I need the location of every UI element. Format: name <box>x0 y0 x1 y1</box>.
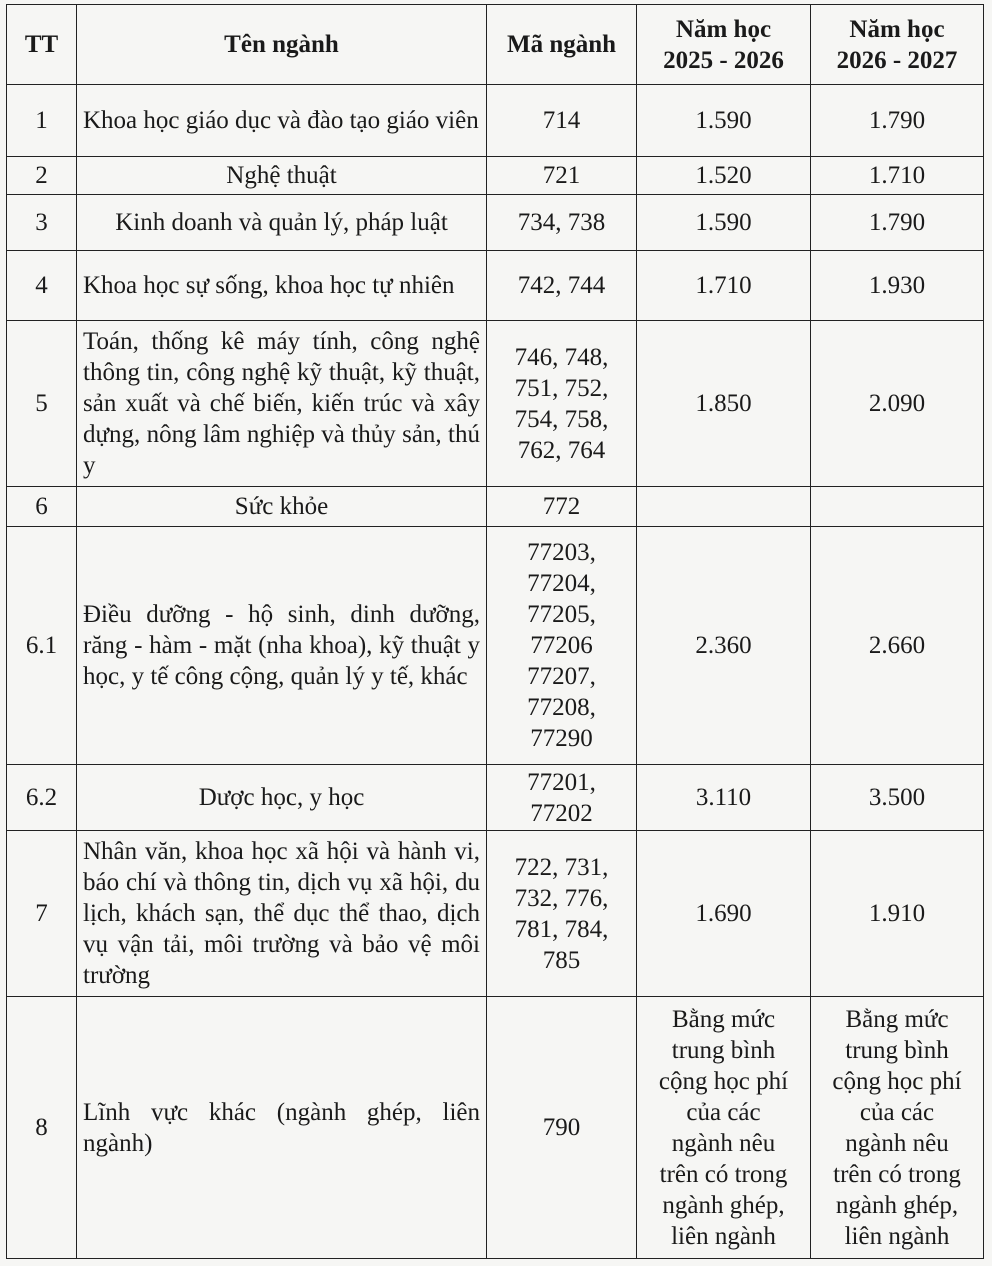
tuition-fee-table <box>6 4 984 1259</box>
row-fee-2025: 1.710 <box>637 251 811 321</box>
table-row <box>7 157 984 195</box>
row-fee-2025: 1.590 <box>637 195 811 251</box>
row-tt: 7 <box>7 831 77 997</box>
row-code: 790 <box>487 997 637 1259</box>
row-code: 77201, 77202 <box>487 765 637 831</box>
table-row <box>7 85 984 157</box>
row-name: Dược học, y học <box>77 765 487 831</box>
row-name: Khoa học giáo dục và đào tạo giáo viên <box>77 85 487 157</box>
table-row <box>7 251 984 321</box>
row-name: Toán, thống kê máy tính, công nghệ thông tin, công nghệ kỹ thuật, kỹ thuật, sản xuất và chế biến, kiến trúc và xây dựng, nông lâm nghiệp và thủy sản, thú y <box>77 321 487 487</box>
table-row <box>7 831 984 997</box>
table-row <box>7 765 984 831</box>
header-code: Mã ngành <box>487 5 637 85</box>
row-name: Kinh doanh và quản lý, pháp luật <box>77 195 487 251</box>
header-year-2025: Năm học 2025 - 2026 <box>637 5 811 85</box>
row-code: 77203, 77204, 77205, 77206 77207, 77208, 77290 <box>487 527 637 765</box>
row-fee-2026: Bằng mức trung bình cộng học phí của các ngành nêu trên có trong ngành ghép, liên ngành <box>811 997 984 1259</box>
row-fee-2025: 1.590 <box>637 85 811 157</box>
row-code: 734, 738 <box>487 195 637 251</box>
header-name: Tên ngành <box>77 5 487 85</box>
row-fee-2025: 2.360 <box>637 527 811 765</box>
row-tt: 5 <box>7 321 77 487</box>
row-fee-2026: 2.090 <box>811 321 984 487</box>
row-name: Điều dưỡng - hộ sinh, dinh dưỡng, răng - hàm - mặt (nha khoa), kỹ thuật y học, y tế công cộng, quản lý y tế, khác <box>77 527 487 765</box>
table-row <box>7 321 984 487</box>
row-fee-2026: 3.500 <box>811 765 984 831</box>
row-fee-2026 <box>811 487 984 527</box>
row-tt: 6 <box>7 487 77 527</box>
row-code: 746, 748, 751, 752, 754, 758, 762, 764 <box>487 321 637 487</box>
table-row <box>7 487 984 527</box>
row-fee-2026: 1.790 <box>811 85 984 157</box>
row-tt: 1 <box>7 85 77 157</box>
table-row <box>7 527 984 765</box>
row-code: 772 <box>487 487 637 527</box>
row-fee-2026: 1.910 <box>811 831 984 997</box>
row-name: Sức khỏe <box>77 487 487 527</box>
row-code: 714 <box>487 85 637 157</box>
row-fee-2025 <box>637 487 811 527</box>
row-fee-2026: 1.790 <box>811 195 984 251</box>
row-tt: 6.1 <box>7 527 77 765</box>
row-fee-2025: 1.520 <box>637 157 811 195</box>
row-tt: 8 <box>7 997 77 1259</box>
row-code: 722, 731, 732, 776, 781, 784, 785 <box>487 831 637 997</box>
row-fee-2026: 1.710 <box>811 157 984 195</box>
row-fee-2025: 1.690 <box>637 831 811 997</box>
row-fee-2025: 1.850 <box>637 321 811 487</box>
row-name: Nghệ thuật <box>77 157 487 195</box>
row-tt: 4 <box>7 251 77 321</box>
row-fee-2025: Bằng mức trung bình cộng học phí của các ngành nêu trên có trong ngành ghép, liên ngành <box>637 997 811 1259</box>
table-row <box>7 195 984 251</box>
row-tt: 6.2 <box>7 765 77 831</box>
header-tt: TT <box>7 5 77 85</box>
row-name: Lĩnh vực khác (ngành ghép, liên ngành) <box>77 997 487 1259</box>
row-code: 742, 744 <box>487 251 637 321</box>
row-tt: 2 <box>7 157 77 195</box>
row-code: 721 <box>487 157 637 195</box>
row-fee-2026: 2.660 <box>811 527 984 765</box>
header-row <box>7 5 984 85</box>
row-name: Nhân văn, khoa học xã hội và hành vi, báo chí và thông tin, dịch vụ xã hội, du lịch, khách sạn, thể dục thể thao, dịch vụ vận tải, môi trường và bảo vệ môi trường <box>77 831 487 997</box>
table-row <box>7 997 984 1259</box>
row-fee-2025: 3.110 <box>637 765 811 831</box>
row-name: Khoa học sự sống, khoa học tự nhiên <box>77 251 487 321</box>
row-fee-2026: 1.930 <box>811 251 984 321</box>
header-year-2026: Năm học 2026 - 2027 <box>811 5 984 85</box>
row-tt: 3 <box>7 195 77 251</box>
